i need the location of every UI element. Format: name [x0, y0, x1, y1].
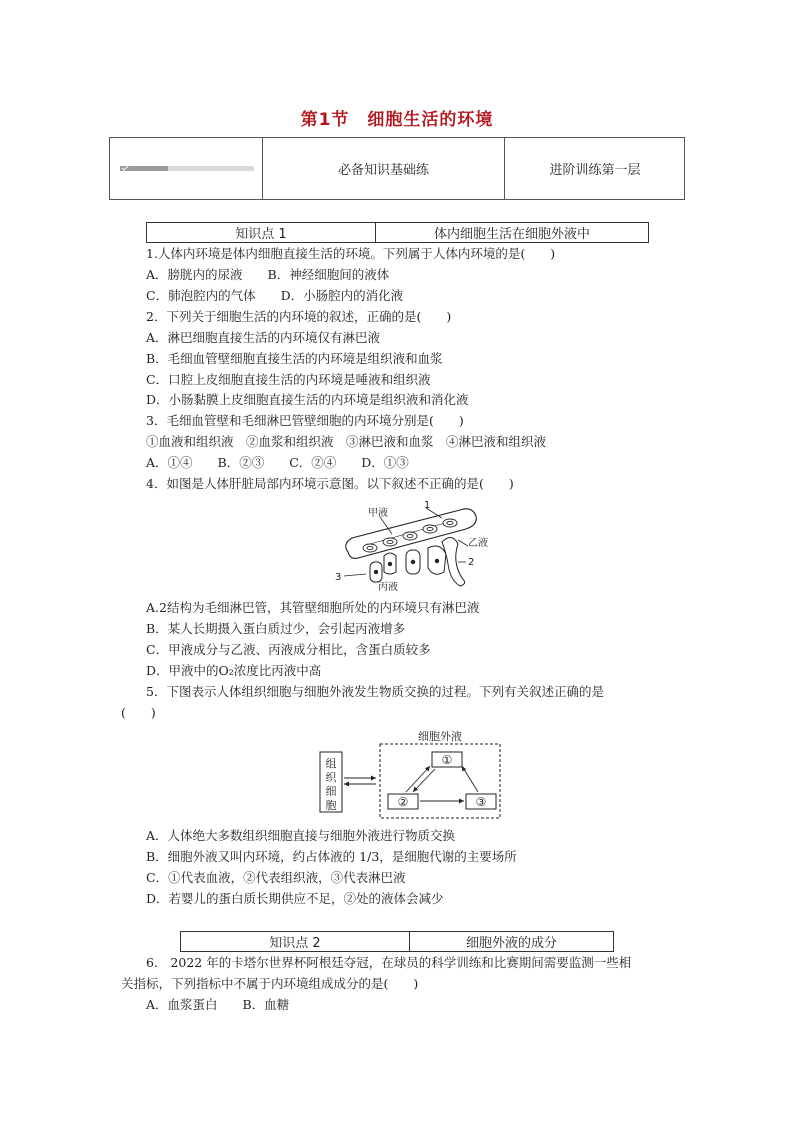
box-1: ①	[441, 753, 453, 767]
svg-text:织: 织	[325, 771, 337, 784]
q6-stem-line2: 关指标，下列指标中不属于内环境组成成分的是( )	[121, 976, 419, 991]
section-header-table	[109, 137, 685, 200]
q2-option-a: A．淋巴细胞直接生活的内环境仅有淋巴液	[146, 330, 381, 345]
q1-options-cd: C．肺泡腔内的气体 D．小肠腔内的消化液	[146, 288, 404, 303]
q5-option-a: A．人体绝大多数组织细胞直接与细胞外液进行物质交换	[146, 828, 456, 843]
kp2-topic: 细胞外液的成分	[465, 936, 557, 951]
q2-option-c: C．口腔上皮细胞直接生活的内环境是唾液和组织液	[146, 372, 431, 387]
box-3: ③	[475, 795, 487, 809]
label-number-2: 2	[468, 557, 475, 568]
box-2: ②	[397, 795, 409, 809]
q6-stem-line1: 6. 2022 年的卡塔尔世界杯阿根廷夺冠，在球员的科学训练和比赛期间需要监测一些相	[146, 955, 632, 970]
exchange-diagram	[318, 728, 506, 820]
kp2-label: 知识点 2	[181, 932, 410, 951]
q1-options-ab: A．膀胱内的尿液 B．神经细胞间的液体	[146, 267, 390, 282]
q3-stem: 3．毛细血管壁和毛细淋巴管壁细胞的内环境分别是( )	[146, 413, 464, 428]
extracellular-fluid-label: 细胞外液	[418, 730, 462, 743]
q5-option-d: D．若婴儿的蛋白质长期供应不足，②处的液体会减少	[146, 891, 444, 906]
q2-option-d: D．小肠黏膜上皮细胞直接生活的内环境是组织液和消化液	[146, 392, 469, 407]
q2-stem: 2．下列关于细胞生活的内环境的叙述，正确的是( )	[146, 309, 452, 324]
q5-stem-continued: ( )	[121, 705, 156, 720]
q1-stem: 1.人体内环境是体内细胞直接生活的环境。下列属于人体内环境的是( )	[146, 246, 556, 261]
kp1-label: 知识点 1	[147, 223, 376, 242]
q2-option-b: B．毛细血管壁细胞直接生活的内环境是组织液和血浆	[146, 351, 443, 366]
q4-option-b: B．某人长期摄入蛋白质过少，会引起丙液增多	[146, 621, 406, 636]
q3-options: A．①④ B．②③ C．②④ D．①③	[146, 455, 409, 470]
progress-bar-graphic	[116, 164, 256, 174]
label-number-1: 1	[424, 500, 431, 511]
svg-text:胞: 胞	[325, 799, 337, 812]
q5-option-b: B．细胞外液又叫内环境，约占体液的 1/3，是细胞代谢的主要场所	[146, 849, 517, 864]
header-level-one: 进阶训练第一层	[549, 163, 641, 178]
label-bing-fluid: 丙液	[378, 582, 398, 593]
page-title: 第1节 细胞生活的环境	[300, 110, 494, 130]
q4-stem: 4．如图是人体肝脏局部内环境示意图。以下叙述不正确的是( )	[146, 476, 514, 491]
svg-text:组: 组	[325, 757, 337, 770]
liver-diagram	[330, 498, 500, 594]
kp1-topic: 体内细胞生活在细胞外液中	[433, 227, 590, 242]
q6-options: A．血浆蛋白 B．血糖	[146, 997, 290, 1012]
svg-text:细: 细	[325, 785, 337, 798]
header-logo-cell	[110, 138, 262, 199]
q4-option-d: D．甲液中的O₂浓度比丙液中高	[146, 663, 322, 678]
knowledge-point-2	[180, 931, 614, 952]
q5-option-c: C．①代表血液，②代表组织液，③代表淋巴液	[146, 870, 406, 885]
tissue-cell-label	[326, 757, 338, 812]
label-number-3: 3	[335, 572, 342, 583]
knowledge-point-1	[146, 222, 649, 243]
q5-stem: 5．下图表示人体组织细胞与细胞外液发生物质交换的过程。下列有关叙述正确的是	[146, 684, 604, 699]
header-basic-practice: 必备知识基础练	[337, 163, 429, 178]
label-yi-fluid: 乙液	[468, 538, 488, 549]
q3-items: ①血液和组织液 ②血浆和组织液 ③淋巴液和血浆 ④淋巴液和组织液	[146, 434, 547, 449]
q4-option-c: C．甲液成分与乙液、丙液成分相比，含蛋白质较多	[146, 642, 431, 657]
q4-option-a: A.2结构为毛细淋巴管，其管壁细胞所处的内环境只有淋巴液	[146, 600, 480, 615]
label-jia-fluid: 甲液	[368, 508, 388, 519]
